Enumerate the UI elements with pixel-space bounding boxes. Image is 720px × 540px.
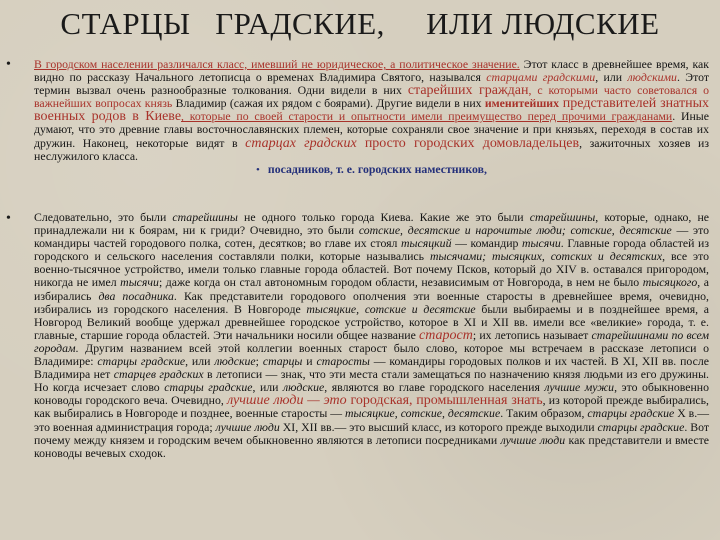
term-italic: тысяцкие, сотские и десятские bbox=[306, 301, 476, 316]
bullet-marker: • bbox=[256, 163, 260, 176]
term-startsy-gradskie: старцами градскими bbox=[486, 70, 596, 85]
text-highlight: , с которыми часто советовался о важнейших вопросах князь bbox=[34, 83, 709, 111]
term-italic: людские bbox=[214, 354, 256, 369]
text-run: , все это военно-тысячное устройство, имели только главные города областей. Вот почему Псков, который до XIV в. оставался пригородом, никогда не имел bbox=[34, 249, 709, 290]
text-run: — это командиры частей городового полка, сотен, десятков; во главе их стоял bbox=[34, 223, 709, 251]
text-run: , или bbox=[185, 354, 215, 369]
text-run: . Другим названием всей этой коллегии военных старост было слово, которое мы встречаем в рассказе летописи о Владимире: bbox=[34, 340, 709, 369]
term-eldest-citizens: старейших граждан bbox=[407, 83, 529, 99]
term-italic: тысячи bbox=[120, 275, 159, 290]
text-run: XI, XII вв.— это высший класс, из которого прежде выходили bbox=[279, 419, 598, 434]
text-run: . Таким образом, bbox=[500, 406, 588, 421]
term-italic: два посадника bbox=[98, 288, 174, 303]
text-run: . Этот термин вызвал очень разнообразные толкования. Одни видели в них bbox=[34, 70, 709, 98]
text-run: . Иные думают, что это древние главы восточнославянских племен, которые сохраняли свое значение и при князьях, переходя в состав их дружин. Наконец, некоторые видят в bbox=[34, 109, 709, 150]
term-italic: тысяцкого bbox=[642, 275, 698, 290]
text-run: Этот класс в древнейшее время, как видно по рассказу Начального летописца о временах Владимира Святого, назывался bbox=[34, 57, 709, 85]
text-run: . Вот почему между князем и городским вечем обыкновенно являются в летописи посредниками bbox=[34, 419, 709, 447]
bullet-marker: • bbox=[6, 57, 11, 72]
text-run: . Как представители городового ополчения эти военные старосты в древнейшее время, очевидно, избирались из городского населения. В Новгороде bbox=[34, 288, 710, 316]
term-italic: старосты bbox=[316, 354, 370, 369]
bullet-marker: • bbox=[6, 211, 11, 226]
term-lyudskie: людскими bbox=[627, 70, 677, 85]
term-military-nobility: представителей знатных военных родов в Киеве bbox=[34, 96, 709, 125]
term-italic: старцы градские bbox=[164, 380, 253, 395]
text-run: , которые, однако, не принадлежали ни к боярам, ни к гриди? Очевидно, это были bbox=[34, 210, 710, 238]
text-run: как представители и вместе коноводы вечевых сходок. bbox=[34, 432, 709, 460]
term-italic: старцы bbox=[262, 354, 303, 369]
text-run: , или bbox=[252, 380, 283, 395]
text-run: X в.— это военная администрация города; bbox=[34, 406, 709, 434]
text-run: были выбираемы и в позднейшее время, а Новгород Великий вообще удержал древнейшее городское устройство, которое в XI и XII вв. имели все «великие» города, т. е. главные, старшие города областей. Эти начальники носили общее название bbox=[34, 301, 709, 342]
paragraph-origin-of-term bbox=[34, 58, 709, 177]
term-italic: старцы градские bbox=[97, 354, 186, 369]
text-run: — командир bbox=[451, 236, 523, 251]
term-homeowners: просто городских домовладельцев bbox=[356, 135, 580, 151]
text-run: Следовательно, это были bbox=[34, 210, 173, 224]
term-imenitye: именитейших bbox=[484, 96, 559, 111]
text-run: . Главные города областей из городского и сельского населения составляли полки, которые назывались bbox=[34, 236, 709, 264]
text-run: , зажиточных хозяев из неслужилого класса. bbox=[34, 135, 709, 163]
term-italic: старейшины bbox=[172, 210, 238, 224]
text-run: , из которой прежде выбирались, как выбирались в Новгороде и позднее, военные старосты — bbox=[34, 393, 709, 421]
term-best-people: лучшие люди — это bbox=[227, 393, 347, 409]
text-run: ; их летопись называет bbox=[472, 327, 592, 342]
term-italic: тысяцкий bbox=[401, 236, 452, 251]
term-italic: лучшие люди bbox=[500, 432, 566, 447]
term-italic: старцы градские bbox=[597, 419, 685, 434]
term-italic: старейшины bbox=[529, 210, 596, 224]
term-startsy-gradskie: старцах градских bbox=[245, 135, 357, 151]
paragraph-military-elders bbox=[34, 211, 709, 460]
term-italic: тысячами; тысяцких, сотских и десятских bbox=[430, 249, 663, 264]
text-run: ; bbox=[255, 354, 263, 369]
term-italic: старцев градских bbox=[113, 367, 204, 382]
term-starosty: старост bbox=[419, 327, 473, 343]
text-run: Владимир (сажая их рядом с боярами). Другие видели в них bbox=[172, 96, 485, 111]
intro-political-class: В городском населении различался класс, имевший не юридическое, а политическое значение. bbox=[34, 57, 520, 71]
text-run: в летописи — знак, что эти места стали замещаться по назначению князя людьми из его дружины. Но когда исчезает слово bbox=[34, 367, 709, 395]
term-italic: сотские, десятские и нарочитые люди; сотские, десятские bbox=[358, 223, 672, 238]
text-run: ; даже когда он стал автономным городом области, независимым от Новгорода, в нем не было bbox=[158, 275, 643, 290]
text-run: — командиры городовых полков и их частей. В XI, XII вв. после Владимира нет bbox=[34, 354, 709, 382]
term-city-elite: городская, промышленная знать bbox=[346, 393, 543, 409]
term-posadniki: посадников, т. е. городских наместников, bbox=[267, 161, 487, 176]
text-run: не одного только города Киева. Какие же это были bbox=[237, 210, 530, 224]
text-run: , это обыкновенно коноводы городского веча. Очевидно, bbox=[34, 380, 709, 408]
text-run: , или bbox=[595, 70, 628, 85]
term-italic: старейшинами по всем городам bbox=[34, 327, 710, 355]
term-italic: старцы градские bbox=[587, 406, 675, 421]
slide-title: СТАРЦЫ ГРАДСКИЕ, ИЛИ ЛЮДСКИЕ bbox=[60, 6, 660, 41]
text-run: и bbox=[302, 354, 317, 369]
text-highlight: , которые по своей старости и опытности имели преимущество перед прочими гражданами bbox=[181, 109, 673, 124]
term-italic: лучшие мужи bbox=[544, 380, 615, 395]
text-run: , а избирались bbox=[34, 275, 710, 303]
text-run: , являются во главе городского населения bbox=[324, 380, 545, 395]
term-italic: тысяцкие, сотские, десятские bbox=[345, 406, 501, 421]
term-italic: лучшие люди bbox=[215, 419, 280, 434]
term-italic: тысячи bbox=[522, 236, 561, 251]
term-italic: людские bbox=[282, 380, 325, 395]
